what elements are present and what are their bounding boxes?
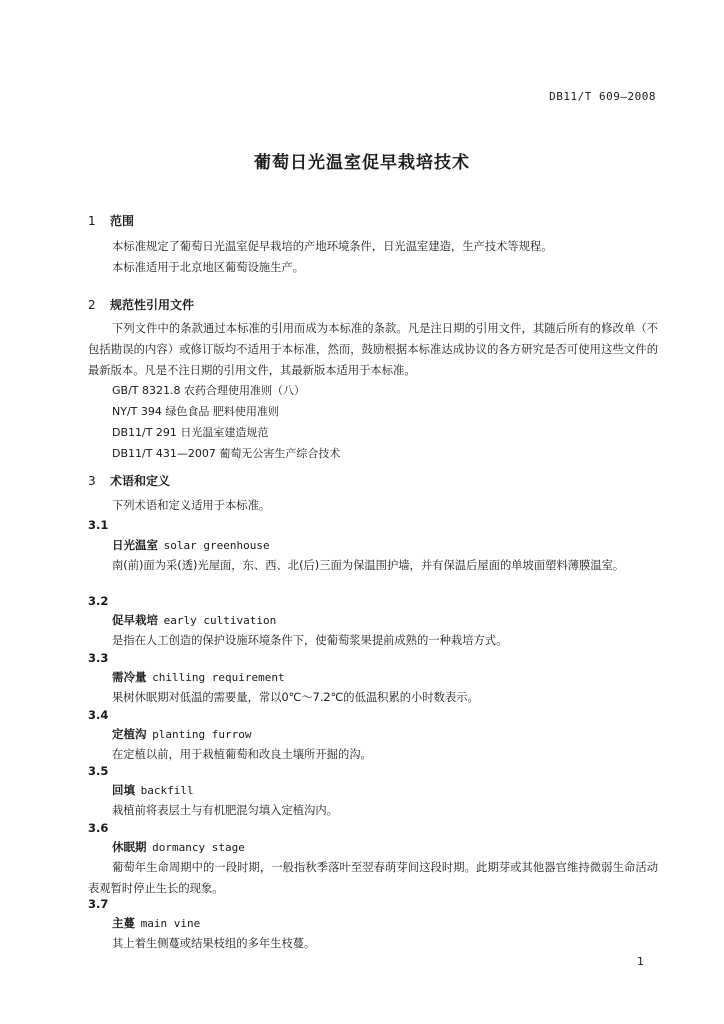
term-definition: 果树休眠期对低温的需要量，常以0℃～7.2℃的低温积累的小时数表示。 bbox=[112, 691, 479, 704]
term-definition: 其上着生侧蔓或结果枝组的多年生枝蔓。 bbox=[112, 937, 316, 950]
term-english: planting furrow bbox=[152, 728, 252, 741]
term-entry bbox=[112, 612, 276, 628]
term-english: dormancy stage bbox=[152, 841, 245, 854]
term-entry bbox=[112, 537, 270, 553]
term-chinese: 需冷量 bbox=[112, 670, 147, 684]
term-chinese: 日光温室 bbox=[112, 538, 158, 552]
section-title: 术语和定义 bbox=[110, 474, 171, 488]
term-number: 3.2 bbox=[88, 594, 109, 608]
term-number: 3.6 bbox=[88, 821, 109, 835]
term-definition: 南(前)面为采(透)光屋面，东、西、北(后)三面为保温围护墙，并有保温后屋面的单坡面塑料薄膜温室。 bbox=[112, 559, 625, 572]
term-english: solar greenhouse bbox=[163, 539, 270, 552]
term-english: backfill bbox=[140, 784, 194, 797]
section-title: 规范性引用文件 bbox=[110, 298, 195, 312]
term-chinese: 促早栽培 bbox=[112, 613, 158, 627]
term-entry bbox=[112, 782, 194, 798]
page-number: 1 bbox=[637, 955, 644, 968]
paragraph: 本标准适用于北京地区葡萄设施生产。 bbox=[112, 261, 305, 274]
reference-item: GB/T 8321.8 农药合理使用准则（八） bbox=[112, 384, 305, 397]
document-number: DB11/T 609—2008 bbox=[549, 90, 656, 103]
term-english: early cultivation bbox=[163, 614, 277, 627]
term-entry bbox=[112, 669, 285, 685]
term-chinese: 休眠期 bbox=[112, 840, 147, 854]
section-number: 3 bbox=[88, 474, 96, 488]
term-entry bbox=[112, 915, 200, 931]
section-title: 范围 bbox=[110, 214, 135, 228]
paragraph: 本标准规定了葡萄日光温室促早栽培的产地环境条件，日光温室建造，生产技术等规程。 bbox=[112, 240, 553, 253]
term-number: 3.1 bbox=[88, 518, 109, 532]
term-number: 3.5 bbox=[88, 764, 109, 778]
term-definition: 是指在人工创造的保护设施环境条件下，使葡萄浆果提前成熟的一种栽培方式。 bbox=[112, 634, 508, 647]
term-chinese: 回填 bbox=[112, 783, 135, 797]
term-definition: 葡萄年生命周期中的一段时期，一般指秋季落叶至翌春萌芽间这段时期。此期芽或其他器官维持微弱生命活动表观暂时停止生长的现象。 bbox=[88, 861, 658, 895]
section-heading-scope bbox=[88, 212, 134, 229]
term-english: main vine bbox=[140, 917, 201, 930]
term-number: 3.4 bbox=[88, 708, 109, 722]
term-number: 3.7 bbox=[88, 897, 109, 911]
section-number: 1 bbox=[88, 214, 96, 228]
section-heading-normative-references bbox=[88, 296, 194, 313]
paragraph: 下列术语和定义适用于本标准。 bbox=[112, 499, 271, 512]
term-english: chilling requirement bbox=[152, 671, 285, 684]
term-chinese: 主蔓 bbox=[112, 916, 135, 930]
reference-item: DB11/T 431—2007 葡萄无公害生产综合技术 bbox=[112, 447, 341, 460]
term-entry bbox=[112, 839, 245, 855]
reference-item: NY/T 394 绿色食品 肥料使用准则 bbox=[112, 405, 279, 418]
term-number: 3.3 bbox=[88, 651, 109, 665]
section-number: 2 bbox=[88, 298, 96, 312]
term-chinese: 定植沟 bbox=[112, 727, 147, 741]
section-heading-terms-definitions bbox=[88, 472, 170, 489]
document-title: 葡萄日光温室促早栽培技术 bbox=[254, 153, 470, 173]
term-definition: 在定植以前，用于栽植葡萄和改良土壤所开掘的沟。 bbox=[112, 748, 372, 761]
reference-item: DB11/T 291 日光温室建造规范 bbox=[112, 426, 269, 439]
paragraph: 下列文件中的条款通过本标准的引用而成为本标准的条款。凡是注日期的引用文件，其随后所有的修改单（不包括勘误的内容）或修订版均不适用于本标准，然而，鼓励根据本标准达成协议的各方研究是否可使用这些文件的最新版本。凡是不注日期的引用文件，其最新版本适用于本标准。 bbox=[88, 322, 658, 377]
term-definition: 栽植前将表层土与有机肥混匀填入定植沟内。 bbox=[112, 804, 338, 817]
term-entry bbox=[112, 726, 252, 742]
